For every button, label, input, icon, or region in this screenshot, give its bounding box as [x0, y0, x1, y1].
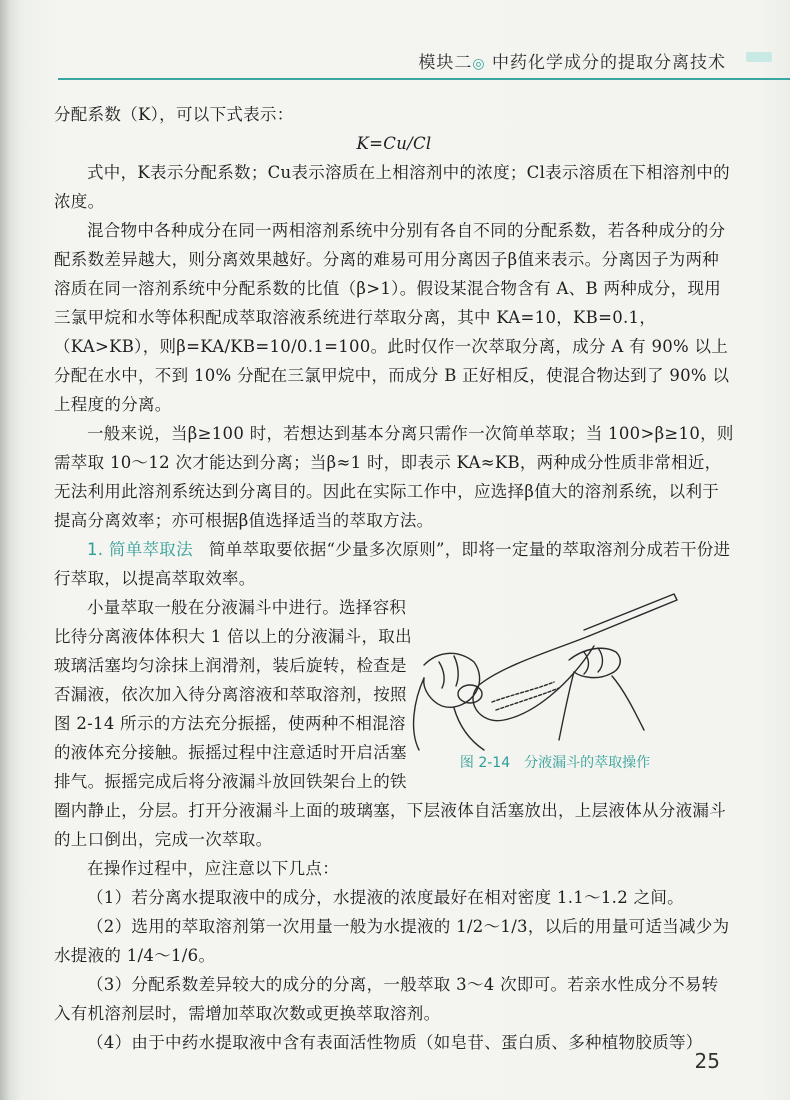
- paragraph-procedure-wrapped: 小量萃取一般在分液漏斗中进行。选择容积比待分离液体体积大 1 倍以上的分液漏斗，取出玻璃活塞均匀涂抹上润滑剂，装后旋转，检查是否漏液，依次加入待分离溶液和萃取溶剂，按照图 2-14 所示的方法充分振摇，使两种不相混溶的液体充分接触。振摇过程中注意适时开启活塞排气。振摇完成后将分液漏斗放回铁架台上的铁: [54, 598, 412, 791]
- paragraph-beta-rules: 一般来说，当β≥100 时，若想达到基本分离只需作一次简单萃取；当 100>β≥10，则需萃取 10～12 次才能达到分离；当β≈1 时，即表示 KA≈KB，两种成分性质非常相近，无法利用此溶剂系统达到分离目的。因此在实际工作中，应选择β值大的溶剂系统，以利于提高分离效率；亦可根据β值选择适当的萃取方法。: [54, 424, 734, 530]
- paragraph-definition: 式中，K表示分配系数；Cu表示溶质在上相溶剂中的浓度；Cl表示溶质在下相溶剂中的浓度。: [54, 163, 730, 211]
- header-rule: [58, 78, 790, 80]
- separatory-funnel-hands-icon: [384, 590, 684, 755]
- section-title: 1. 简单萃取法: [87, 540, 193, 559]
- header-tab-decoration: [746, 52, 772, 62]
- figure-caption: 图 2-14 分液漏斗的萃取操作: [459, 755, 651, 771]
- module-label: 模块二: [418, 53, 473, 73]
- formula: K=Cu/Cl: [356, 134, 432, 153]
- page-number: 25: [694, 1049, 720, 1073]
- note-item-3: （3）分配系数差异较大的成分的分离，一般萃取 3～4 次即可。若亲水性成分不易转入有机溶剂层时，需增加萃取次数或更换萃取溶剂。: [54, 975, 719, 1023]
- paragraph-simple-extraction: [54, 535, 734, 593]
- page-header: [0, 0, 790, 80]
- module-title: 中药化学成分的提取分离技术: [492, 53, 726, 73]
- paragraph-procedure-continued: 圈内静止，分层。打开分液漏斗上面的玻璃塞，下层液体自活塞放出，上层液体从分液漏斗的上口倒出，完成一次萃取。: [54, 801, 726, 849]
- paragraph-intro: 分配系数（K），可以下式表示：: [54, 105, 294, 124]
- circle-icon: ◎: [472, 56, 486, 72]
- body-text: [54, 100, 734, 1057]
- section-body: 简单萃取要依据“少量多次原则”，即将一定量的萃取溶剂分成若干份进行萃取，以提高萃取效率。: [54, 540, 731, 588]
- note-item-2: （2）选用的萃取溶剂第一次用量一般为水提液的 1/2～1/3，以后的用量可适当减少为水提液的 1/4～1/6。: [54, 917, 730, 965]
- running-head: [418, 48, 726, 73]
- note-item-1: （1）若分离水提取液中的成分，水提液的浓度最好在相对密度 1.1～1.2 之间。: [87, 888, 684, 907]
- note-item-4: （4）由于中药水提取液中含有表面活性物质（如皂苷、蛋白质、多种植物胶质等）: [87, 1033, 703, 1052]
- paragraph-notes-intro: 在操作过程中，应注意以下几点：: [87, 859, 339, 878]
- paragraph-separation-factor: 混合物中各种成分在同一两相溶剂系统中分别有各自不同的分配系数，若各种成分的分配系数差异越大，则分离效果越好。分离的难易可用分离因子β值来表示。分离因子为两种溶质在同一溶剂系统中分配系数的比值（β>1）。假设某混合物含有 A、B 两种成分，现用三氯甲烷和水等体积配成萃取溶液系统进行萃取分离，其中 KA=10，KB=0.1，（KA>KB），则β=KA/KB=10/0.1=100。此时仅作一次萃取分离，成分 A 有 90% 以上分配在水中，不到 10% 分配在三氯甲烷中，而成分 B 正好相反，使混合物达到了 90% 以上程度的分离。: [54, 221, 730, 414]
